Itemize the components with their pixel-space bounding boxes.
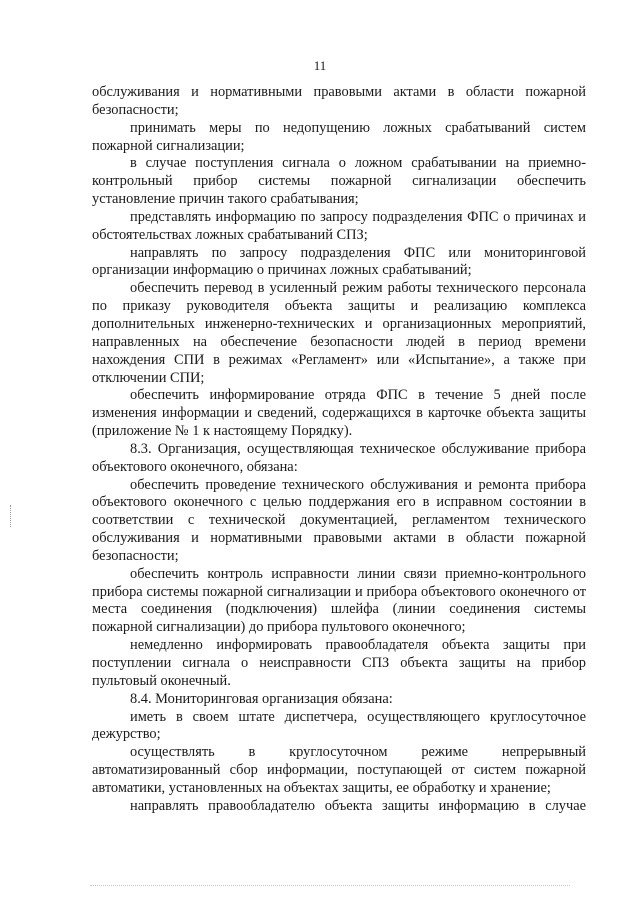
- paragraph-send-info: направлять по запросу подразделения ФПС или мониторинговой организации информацию о причинах ложных срабатываний;: [92, 244, 586, 279]
- scan-margin-mark: [10, 505, 13, 527]
- paragraph-notify-owner: направлять правообладателю объекта защиты информацию в случае: [130, 797, 586, 814]
- paragraph-enhanced-mode: обеспечить перевод в усиленный режим работы технического персонала по приказу руководителя объекта защиты и реализацию комплекса дополнительных инженерно-технических и организационных мероприятий, направленных на обеспечение безопасности людей в период времени нахождения СПИ в режимах «Регламент» или «Испытание», а также при отключении СПИ;: [92, 280, 586, 386]
- page-number: 11: [313, 58, 327, 73]
- paragraph-line-control: обеспечить контроль исправности линии связи приемно-контрольного прибора системы пожарной сигнализации и прибора объектового оконечного от места соединения (подключения) шлейфа (линии соединения системы пожарной сигнализации) до прибора пультового оконечного;: [92, 565, 586, 636]
- document-body: [92, 84, 586, 816]
- paragraph-dispatcher: иметь в своем штате диспетчера, осуществляющего круглосуточное дежурство;: [92, 708, 586, 743]
- paragraph-notify-fps: обеспечить информирование отряда ФПС в течение 5 дней после изменения информации и сведений, содержащихся в карточке объекта защиты (приложение № 1 к настоящему Порядку).: [92, 387, 586, 440]
- scan-bottom-edge: [90, 885, 570, 886]
- paragraph-provide-info: представлять информацию по запросу подразделения ФПС о причинах и обстоятельствах ложных срабатываний СПЗ;: [92, 208, 586, 243]
- paragraph-data-collection: осуществлять в круглосуточном режиме непрерывный автоматизированный сбор информации, поступающей от систем пожарной автоматики, установленных на объектах защиты, ее обработку и хранение;: [92, 744, 586, 796]
- section-8-3-heading: 8.3. Организация, осуществляющая техническое обслуживание прибора объектового оконечного, обязана:: [92, 440, 586, 475]
- section-8-4-heading: 8.4. Мониторинговая организация обязана:: [130, 690, 393, 707]
- paragraph-inform-owner: немедленно информировать правообладателя объекта защиты при поступлении сигнала о неисправности СПЗ объекта защиты на прибор пультовый оконечный.: [92, 637, 586, 689]
- paragraph-false-alarm-prevention: принимать меры по недопущению ложных срабатываний систем пожарной сигнализации;: [92, 119, 586, 154]
- paragraph-maintenance: обеспечить проведение технического обслуживания и ремонта прибора объектового оконечного с целью поддержания его в исправном состоянии в соответствии с технической документацией, регламентом технического обслуживания и нормативными правовыми актами в области пожарной безопасности;: [92, 476, 586, 564]
- paragraph-false-alarm-cause: в случае поступления сигнала о ложном срабатывании на приемно-контрольный прибор системы пожарной сигнализации обеспечить установление причин такого срабатывания;: [92, 155, 586, 208]
- paragraph-continuation: обслуживания и нормативными правовыми актами в области пожарной безопасности;: [92, 84, 586, 118]
